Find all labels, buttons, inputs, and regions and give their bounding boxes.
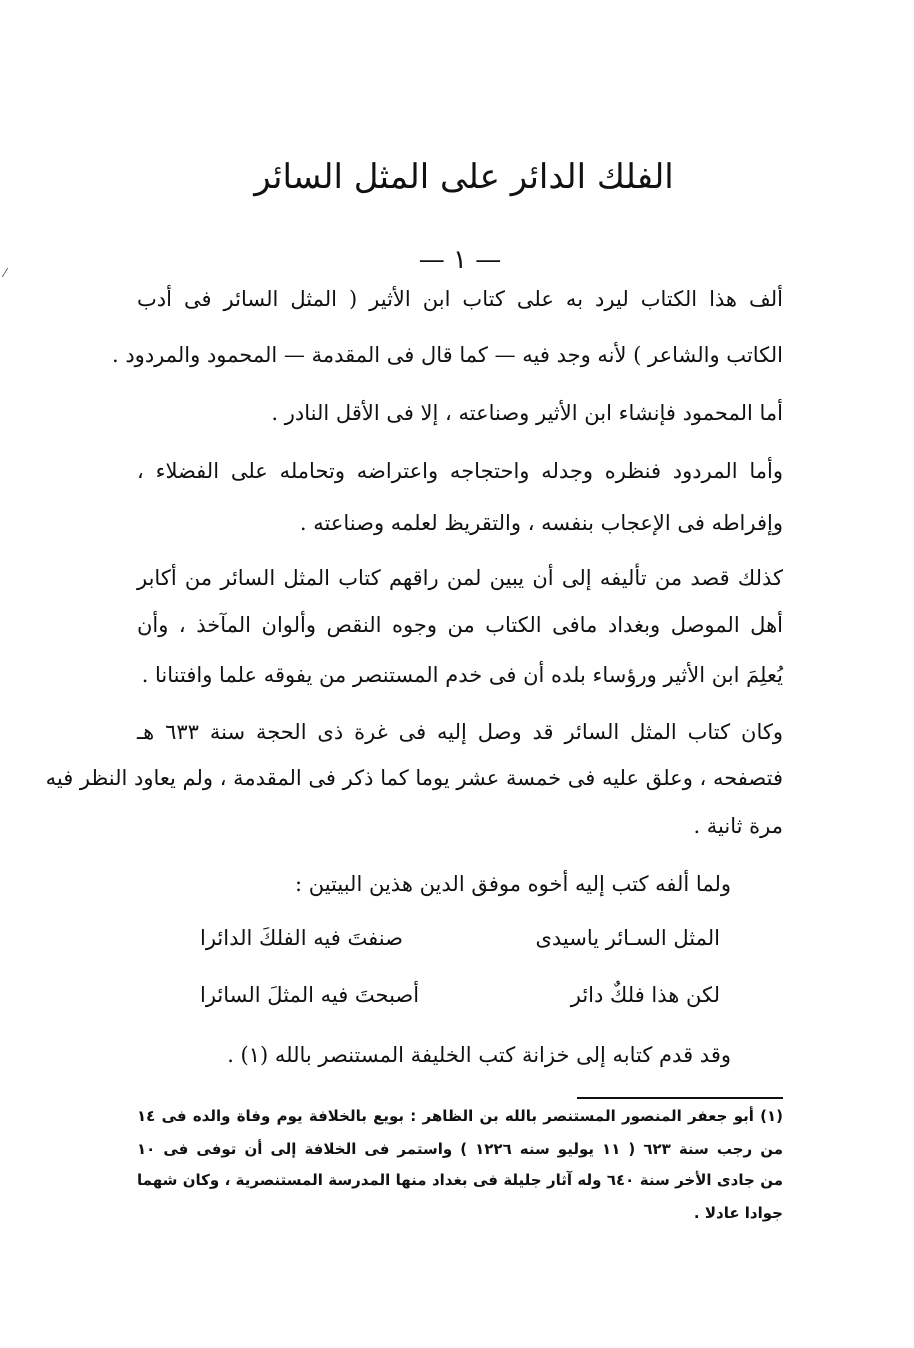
footnote-line: من جادى الأخر سنة ٦٤٠ وله آثار جليلة فى بغداد منها المدرسة المستنصرية ، وكان شهما xyxy=(137,1171,783,1189)
verse-hemistich-first: المثل السـائر ياسيدى xyxy=(535,926,720,950)
body-line: وكان كتاب المثل السائر قد وصل إليه فى غرة ذى الحجة سنة ٦٣٣ هـ xyxy=(137,720,783,744)
body-line: ألف هذا الكتاب ليرد به على كتاب ابن الأثير ( المثل السائر فى أدب xyxy=(137,287,783,311)
body-line: وأما المردود فنظره وجدله واحتجاجه واعتراضه وتحامله على الفضلاء ، xyxy=(137,459,783,483)
page-title: الفلك الدائر على المثل السائر xyxy=(254,157,674,197)
body-line: كذلك قصد من تأليفه إلى أن يبين لمن راقهم كتاب المثل السائر من أكابر xyxy=(137,566,783,590)
verse-row xyxy=(200,975,720,1015)
verse-hemistich-first: لكن هذا فلكٌ دائر xyxy=(570,983,720,1007)
body-line: يُعلِمَ ابن الأثير ورؤساء بلده أن فى خدم المستنصر من يفوقه علما وافتنانا . xyxy=(141,663,783,687)
footnote-line: (١) أبو جعفر المنصور المستنصر بالله بن الظاهر : بويع بالخلافة يوم وفاة والده فى ١٤ xyxy=(137,1107,783,1125)
closing-line: وقد قدم كتابه إلى خزانة كتب الخليفة المستنصر بالله (١) . xyxy=(227,1043,731,1067)
body-line: الكاتب والشاعر ) لأنه وجد فيه — كما قال فى المقدمة — المحمود والمردود . xyxy=(111,343,783,367)
footnote-line: من رجب سنة ٦٢٣ ( ١١ يوليو سنه ١٢٢٦ ) واستمر فى الخلافة إلى أن توفى فى ١٠ xyxy=(137,1140,783,1158)
verse-hemistich-second: صنفتَ فيه الفلكَ الدائرا xyxy=(200,926,403,950)
margin-mark: ⁄ xyxy=(4,266,7,280)
body-line: مرة ثانية . xyxy=(693,814,783,838)
footnote-line: جوادا عادلا . xyxy=(693,1204,783,1222)
body-line: أهل الموصل وبغداد مافى الكتاب من وجوه النقص وألوان المآخذ ، وأن xyxy=(137,613,783,637)
section-number: — ١ — xyxy=(418,245,502,275)
body-line: ولما ألفه كتب إليه أخوه موفق الدين هذين البيتين : xyxy=(294,872,731,896)
verse-row xyxy=(200,918,720,958)
footnote-rule xyxy=(577,1097,783,1099)
verse-hemistich-second: أصبحتَ فيه المثلَ السائرا xyxy=(200,983,420,1007)
body-line: فتصفحه ، وعلق عليه فى خمسة عشر يوما كما ذكر فى المقدمة ، ولم يعاود النظر فيه xyxy=(45,766,783,790)
body-line: أما المحمود فإنشاء ابن الأثير وصناعته ، إلا فى الأقل النادر . xyxy=(271,401,783,425)
body-line: وإفراطه فى الإعجاب بنفسه ، والتقريظ لعلمه وصناعته . xyxy=(299,511,783,535)
